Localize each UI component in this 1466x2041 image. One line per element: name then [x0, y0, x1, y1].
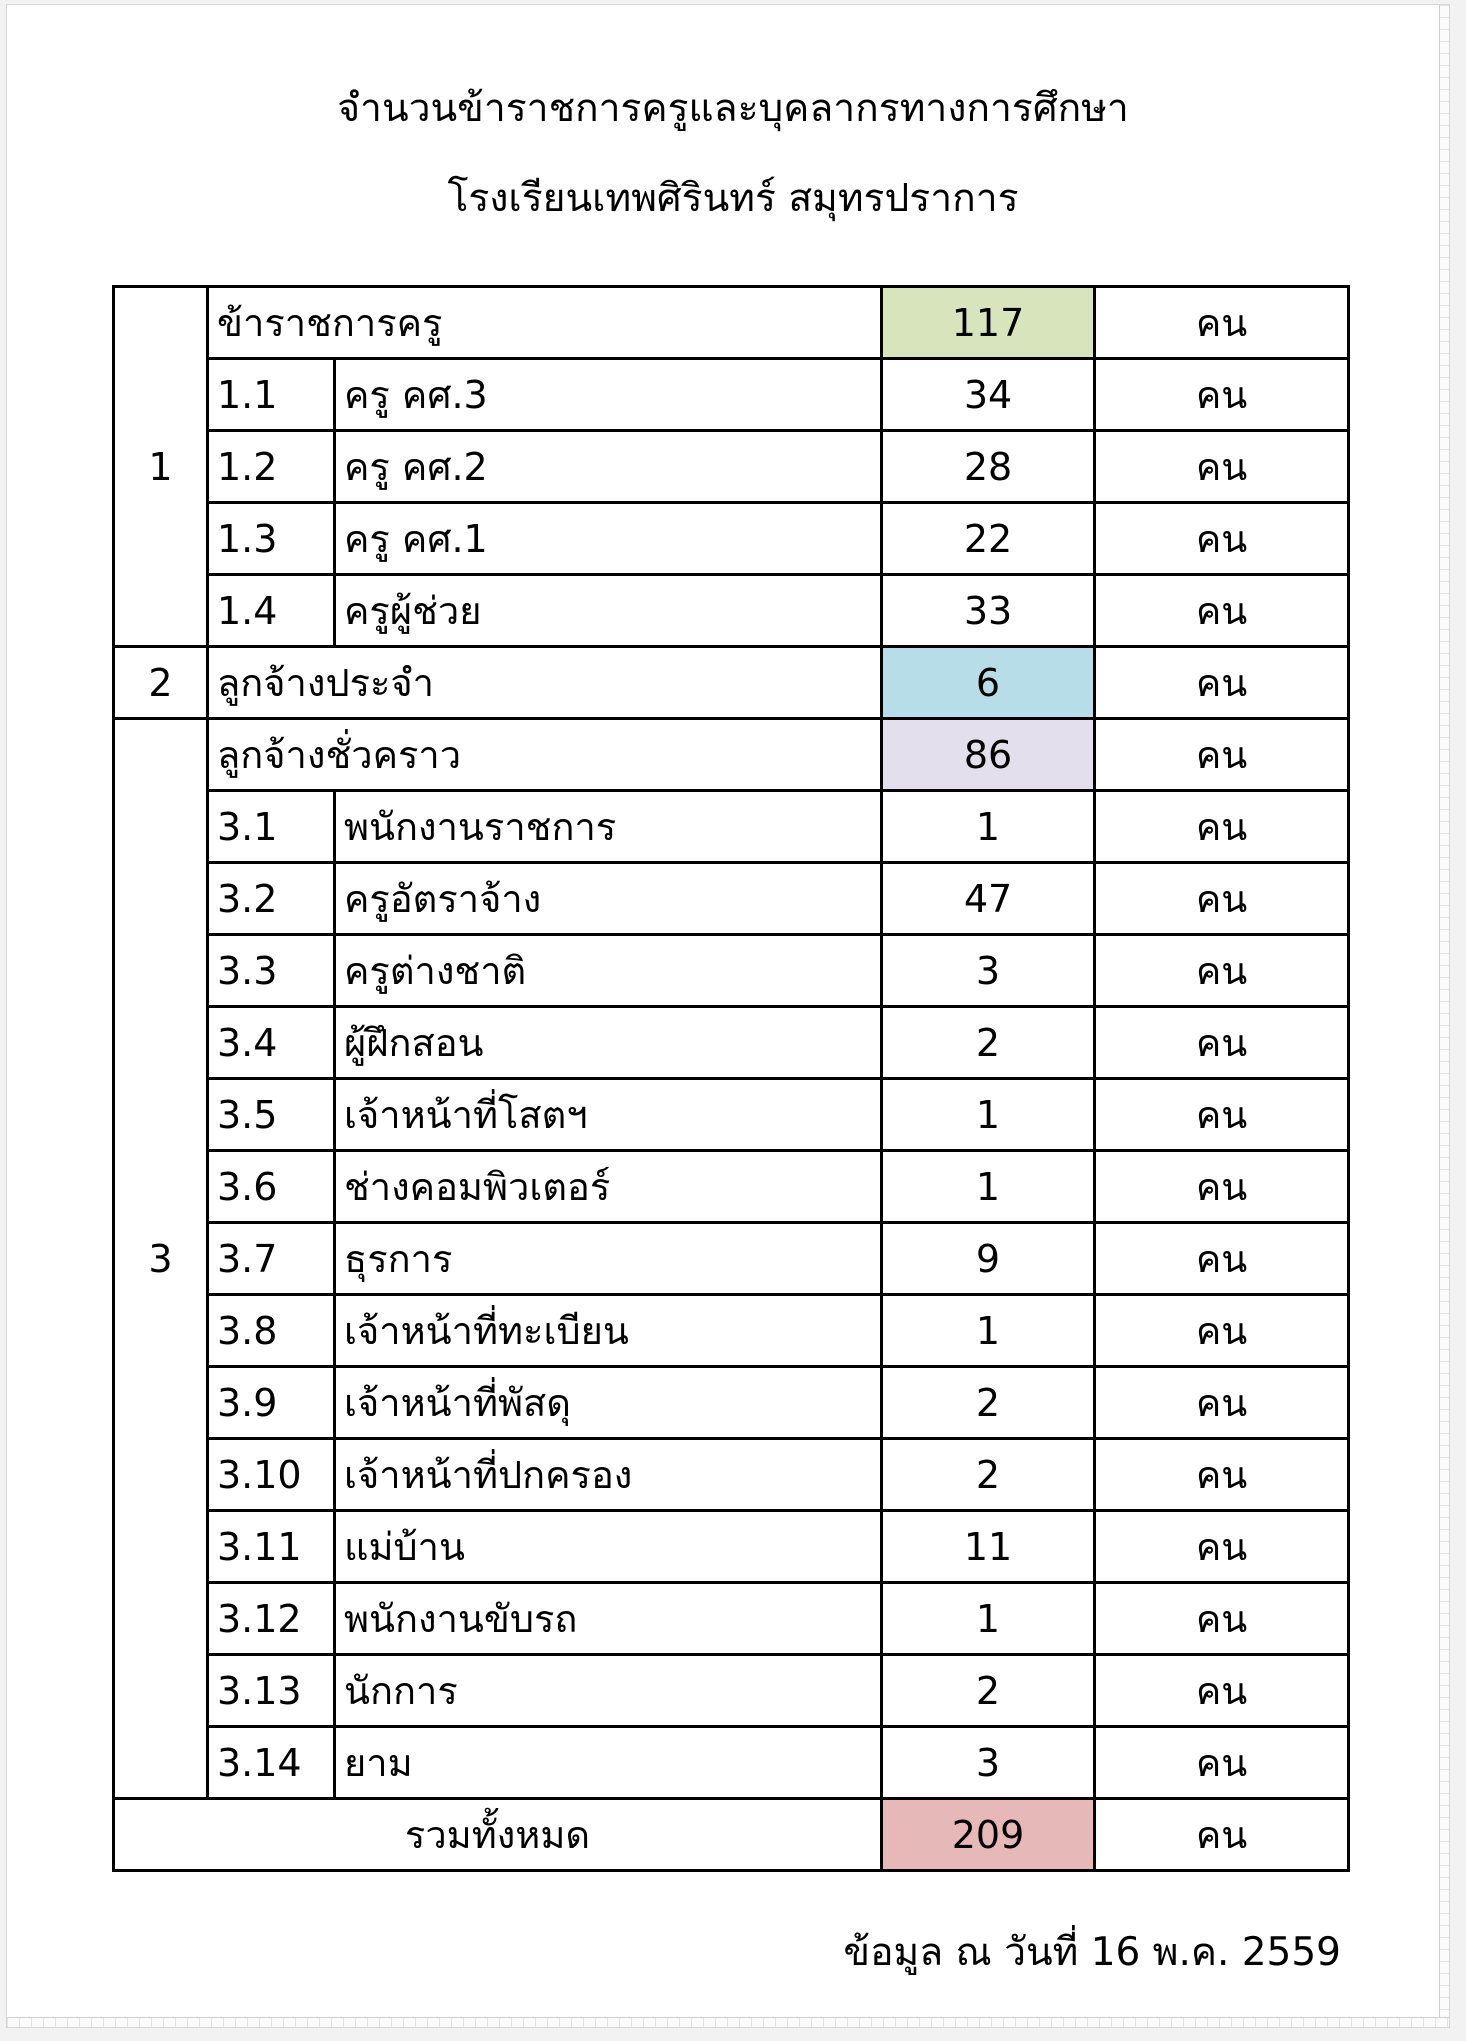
item-name: แม่บ้าน	[335, 1511, 882, 1583]
table-row	[114, 1655, 1349, 1727]
table-row	[114, 1223, 1349, 1295]
group-name: ลูกจ้างประจำ	[208, 647, 882, 719]
item-count: 1	[882, 791, 1095, 863]
item-name: ครูอัตราจ้าง	[335, 863, 882, 935]
unit-label: คน	[1095, 647, 1349, 719]
unit-label: คน	[1095, 1151, 1349, 1223]
item-count: 1	[882, 1583, 1095, 1655]
unit-label: คน	[1095, 1223, 1349, 1295]
unit-label: คน	[1095, 359, 1349, 431]
item-count: 22	[882, 503, 1095, 575]
table-row	[114, 935, 1349, 1007]
unit-label: คน	[1095, 719, 1349, 791]
table-row	[114, 1439, 1349, 1511]
item-number: 3.7	[208, 1223, 335, 1295]
group-name: ลูกจ้างชั่วคราว	[208, 719, 882, 791]
item-count: 3	[882, 1727, 1095, 1799]
item-name: พนักงานราชการ	[335, 791, 882, 863]
unit-label: คน	[1095, 1007, 1349, 1079]
unit-label: คน	[1095, 1511, 1349, 1583]
data-date-note: ข้อมูล ณ วันที่ 16 พ.ค. 2559	[843, 1930, 1341, 1975]
item-count: 34	[882, 359, 1095, 431]
table-row	[114, 863, 1349, 935]
item-number: 1.3	[208, 503, 335, 575]
item-name: ครูต่างชาติ	[335, 935, 882, 1007]
item-name: เจ้าหน้าที่ปกครอง	[335, 1439, 882, 1511]
item-number: 3.14	[208, 1727, 335, 1799]
unit-label: คน	[1095, 575, 1349, 647]
item-number: 3.4	[208, 1007, 335, 1079]
unit-label: คน	[1095, 431, 1349, 503]
item-name: ครู คศ.3	[335, 359, 882, 431]
table-row	[114, 1295, 1349, 1367]
item-count: 2	[882, 1439, 1095, 1511]
unit-label: คน	[1095, 1655, 1349, 1727]
item-number: 3.3	[208, 935, 335, 1007]
item-number: 1.2	[208, 431, 335, 503]
group-number: 2	[114, 647, 208, 719]
item-count: 2	[882, 1655, 1095, 1727]
item-name: ผู้ฝึกสอน	[335, 1007, 882, 1079]
table-row-group-1	[114, 287, 1349, 359]
unit-label: คน	[1095, 1583, 1349, 1655]
item-number: 3.2	[208, 863, 335, 935]
item-name: เจ้าหน้าที่พัสดุ	[335, 1367, 882, 1439]
item-name: นักการ	[335, 1655, 882, 1727]
table-row-group-3	[114, 719, 1349, 791]
table-row	[114, 1583, 1349, 1655]
item-name: เจ้าหน้าที่โสตฯ	[335, 1079, 882, 1151]
item-name: ธุรการ	[335, 1223, 882, 1295]
group-name: ข้าราชการครู	[208, 287, 882, 359]
unit-label: คน	[1095, 1295, 1349, 1367]
table-row	[114, 1151, 1349, 1223]
unit-label: คน	[1095, 1367, 1349, 1439]
table-row-total	[114, 1799, 1349, 1871]
item-number: 3.1	[208, 791, 335, 863]
item-count: 2	[882, 1007, 1095, 1079]
table-row	[114, 359, 1349, 431]
item-name: ครู คศ.1	[335, 503, 882, 575]
group-count: 6	[882, 647, 1095, 719]
item-count: 28	[882, 431, 1095, 503]
horizontal-ruler	[7, 2017, 1449, 2027]
item-name: ยาม	[335, 1727, 882, 1799]
group-number: 3	[114, 719, 208, 1799]
table-row-group-2	[114, 647, 1349, 719]
table-row	[114, 503, 1349, 575]
unit-label: คน	[1095, 1799, 1349, 1871]
staff-table	[112, 285, 1350, 1872]
table-row	[114, 1007, 1349, 1079]
table-row	[114, 431, 1349, 503]
unit-label: คน	[1095, 935, 1349, 1007]
item-count: 1	[882, 1295, 1095, 1367]
item-count: 11	[882, 1511, 1095, 1583]
school-name: โรงเรียนเทพศิรินทร์ สมุทรปราการ	[447, 176, 1019, 221]
item-number: 1.4	[208, 575, 335, 647]
unit-label: คน	[1095, 1439, 1349, 1511]
unit-label: คน	[1095, 863, 1349, 935]
item-name: ช่างคอมพิวเตอร์	[335, 1151, 882, 1223]
table-row	[114, 575, 1349, 647]
total-label: รวมทั้งหมด	[114, 1799, 882, 1871]
table-row	[114, 1511, 1349, 1583]
item-number: 3.9	[208, 1367, 335, 1439]
item-count: 1	[882, 1151, 1095, 1223]
table-row	[114, 1367, 1349, 1439]
item-number: 3.6	[208, 1151, 335, 1223]
item-number: 3.5	[208, 1079, 335, 1151]
item-number: 3.11	[208, 1511, 335, 1583]
group-count: 117	[882, 287, 1095, 359]
unit-label: คน	[1095, 791, 1349, 863]
item-number: 1.1	[208, 359, 335, 431]
item-name: พนักงานขับรถ	[335, 1583, 882, 1655]
item-count: 3	[882, 935, 1095, 1007]
unit-label: คน	[1095, 503, 1349, 575]
table-row	[114, 1079, 1349, 1151]
unit-label: คน	[1095, 287, 1349, 359]
vertical-ruler	[1439, 5, 1449, 2027]
item-name: เจ้าหน้าที่ทะเบียน	[335, 1295, 882, 1367]
item-count: 47	[882, 863, 1095, 935]
item-number: 3.8	[208, 1295, 335, 1367]
item-name: ครูผู้ช่วย	[335, 575, 882, 647]
table-row	[114, 1727, 1349, 1799]
item-count: 33	[882, 575, 1095, 647]
item-number: 3.10	[208, 1439, 335, 1511]
unit-label: คน	[1095, 1079, 1349, 1151]
item-count: 2	[882, 1367, 1095, 1439]
item-name: ครู คศ.2	[335, 431, 882, 503]
total-count: 209	[882, 1799, 1095, 1871]
item-number: 3.13	[208, 1655, 335, 1727]
item-count: 9	[882, 1223, 1095, 1295]
document-title: จำนวนข้าราชการครูและบุคลากรทางการศึกษา	[337, 86, 1129, 131]
group-number: 1	[114, 287, 208, 647]
group-count: 86	[882, 719, 1095, 791]
table-row	[114, 791, 1349, 863]
item-count: 1	[882, 1079, 1095, 1151]
item-number: 3.12	[208, 1583, 335, 1655]
unit-label: คน	[1095, 1727, 1349, 1799]
